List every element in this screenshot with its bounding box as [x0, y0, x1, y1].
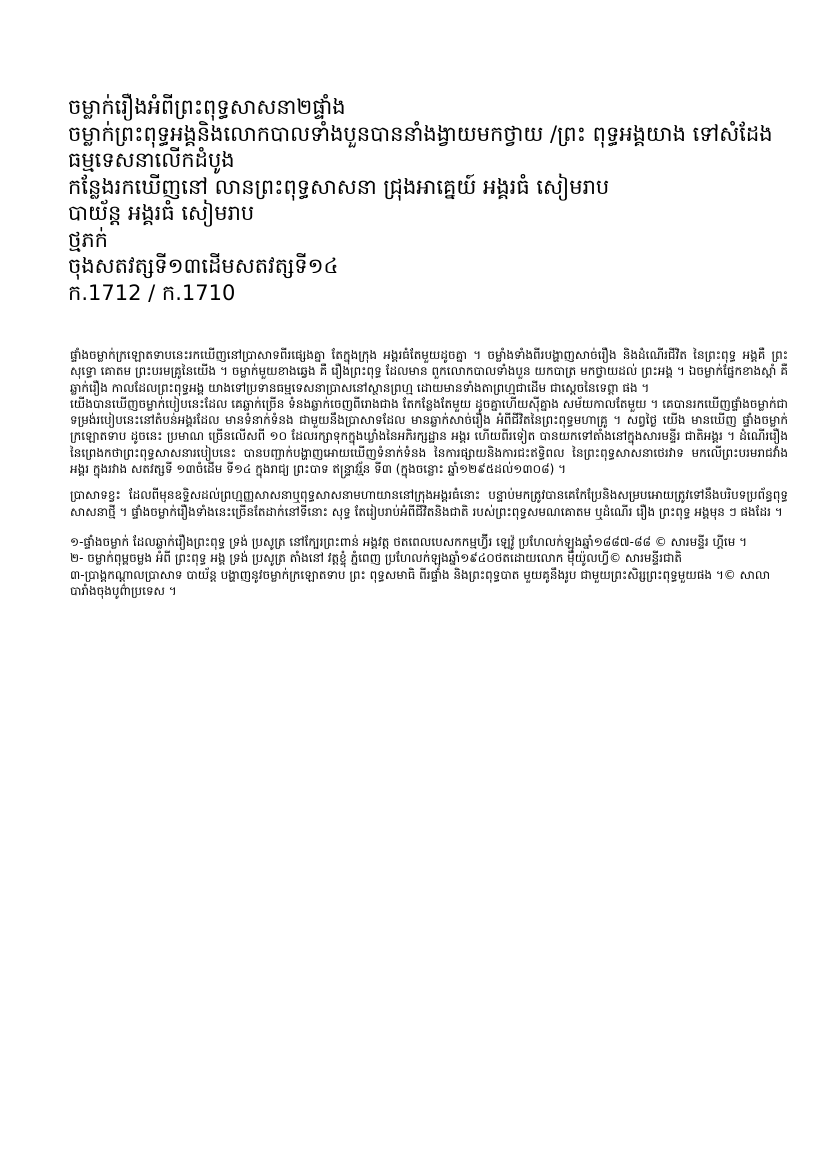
document-body [70, 347, 788, 599]
document-subtitle: ចម្លាក់ព្រះពុទ្ធអង្គនិងលោកបាលទាំងបួនបាននាំងង្វាយមកថ្វាយ /ព្រះ ពុទ្ធអង្គយាង ទៅសំដែង ធម្មទេសនាលើកដំបូង [68, 121, 773, 172]
province-line: បាយ័ន្ត អង្គរធំ សៀមរាប [68, 201, 255, 225]
paragraph-preah-khan: ប្រាសាទខ្វះ ដែលពីមុនឧទ្ទិសដល់ព្រហ្មញ្ញសាសនាឬពុទ្ធសាសនាមហាយាននៅក្រុងអង្គរធំនោះ បន្ទាប់មកត្រូវបានគេកែប្រែនិងសម្របអោយត្រូវទៅនឹងបរិបទប្រព័ន្ធពុទ្ធសាសនាថ្មី ។ ផ្ទាំងចម្លាក់រឿងទាំងនេះច្រើនតែដាក់នៅទីនោះ សុទ្ធ តែរៀបរាប់អំពីជីវិតនិងជាតិ របស់ព្រះពុទ្ធសមណគោតម ឬដំណើរ រឿង ព្រះពុទ្ធ អង្គមុន ៗ ផងដែរ ។ [70, 488, 788, 519]
period: ចុងសតវត្សទី១៣ដើមសតវត្សទី១៤ [68, 254, 339, 278]
note-3: ៣-ប្រាង្គកណ្តាលប្រាសាទ បាយ័ន្ត បង្ហាញនូវចម្លាក់ក្រឡោតទាប ព្រះ ពុទ្ធសមាធិ ពីរផ្ទាំង និងព្រះពុទ្ធបាត មួយគូនឹងរូប ជាមួយព្រះសិរ្សព្រះពុទ្ធមួយផង ។© សាលាបារាំងចុងបូព៌ាប្រទេស ។ [70, 567, 771, 598]
paragraph-context: យើងបានឃើញចម្លាក់បៀបនេះដែល គេឆ្លាក់ច្រើន ទំនងឆ្លាក់ចេញពីរោងជាង តែកន្លែងតែមួយ ដូចគ្នាហើយស៊ីគ្នាង សម័យកាលតែមួយ ។ គេបានរកឃើញផ្ទាំងចម្លាក់ជាទម្រង់របៀបនេះនៅតំបន់អង្គរដែល មានទំនាក់ទំនង ជាមួយនឹងប្រាសាទដែល មានឆ្លាក់សាច់រឿង អំពីជីវិតនៃព្រះពុទ្ធមហាគ្រូ ។ សព្វថ្ងៃ យើង មានឃើញ ផ្ទាំងចម្លាក់ក្រឡោតទាប ដូចនេះ ប្រមាណ ច្រើនលើសពី ១០ ដែលរក្សាទុកក្នុងឃ្លាំងនៃអភិរក្សដ្ឋាន អង្គរ ហើយពីរទៀត បានយកទៅតាំងនៅក្នុងសារមន្ទីរ ជាតិអង្គរ ។ ដំណើររឿងនៃព្រេងកថាព្រះពុទ្ធសាសនារបៀបនេះ បានបញ្ជាក់បង្ហាញអោយឃើញទំនាក់ទំនង នៃការផ្សាយនិងការជះឥទ្ធិពល នៃព្រះពុទ្ធសាសនាថេរវាទ មកលើព្រះបរមរាជវាំងអង្គរ ក្នុងរវាង សតវត្សទី ១៣ចំដើម ទី១៤ ក្នុងរាជ្យ ព្រះបាទ ឥន្ទ្រាវរ្ម័ន ទី៣ (ក្នុងចន្លោះ ឆ្នាំ១២៩៥ដល់១៣០៨) ។ [70, 396, 788, 477]
image-notes [70, 534, 788, 599]
document-title: ចម្លាក់រឿងអំពីព្រះពុទ្ធសាសនា២ផ្ទាំង [68, 95, 346, 119]
find-location: កន្លែងរកឃើញនៅ លានព្រះពុទ្ធសាសនា ជ្រុងអាគ្នេយ៍ អង្គរធំ សៀមរាប [68, 174, 610, 199]
inventory-number: ក.1712 / ក.1710 [68, 280, 236, 305]
material: ថ្មភក់ [68, 227, 108, 252]
paragraph-intro: ផ្ទាំងចម្លាក់ក្រឡោតទាបនេះរកឃើញនៅប្រាសាទពីរផ្សេងគ្នា តែក្នុងក្រុង អង្គរធំតែមួយដូចគ្នា ។ ចម្លាំងទាំងពីរបង្ហាញសាច់រឿង និងដំណើរជីវិត នៃព្រះពុទ្ធ អង្គគឺ ព្រះសុទ្ធោ គោតម ព្រះបរមគ្រូនៃយើង ។ ចម្លាក់មួយខាងឆ្វេង គឺ រឿងព្រះពុទ្ធ ដែលមាន ពួកលោកបាលទាំងបួន យកបាត្រ មកថ្វាយដល់ ព្រះអង្គ ។ ឯចម្លាក់ផ្នែកខាងស្តាំ គឺឆ្លាក់រឿង កាលដែលព្រះពុទ្ធអង្គ យាងទៅប្រទានធម្មទេសនាប្រាសនៅស្ថានព្រហ្ម ដោយមានទាំងតាព្រហ្មជាដើម ជាស្ដេចនៃទេព្ដា ផង ។ [70, 348, 788, 395]
document-header [68, 94, 788, 306]
note-2: ២- ចម្លាក់ពុម្ពចម្លង អំពី ព្រះពុទ្ធ អង្គ ទ្រង់ ប្រសូត្រ តាំងនៅ វត្តខ្ទុំ ភ្នំពេញ ប្រហែលក់ឡុងឆ្នាំ១៩៤០ថតដោយលោក ម៉ឺយ៉ូលហ្វី© សារមន្ទីរជាតិ [70, 551, 683, 566]
note-1: ១-ផ្ទាំងចម្លាក់ ដែលឆ្លាក់រឿងព្រះពុទ្ធ ទ្រង់ ប្រសូត្រ នៅក្បែរព្រះពាន់ អង្គវត្ត ថតពេលបេសកកម្មហ្វ៊ីរ ឡេវ៉ូ ប្រហែលក់ឡុងឆ្នាំ១៨៨៧-៨៨ © សារមន្ទីរ ហ្គីមេ ។ [70, 534, 748, 549]
